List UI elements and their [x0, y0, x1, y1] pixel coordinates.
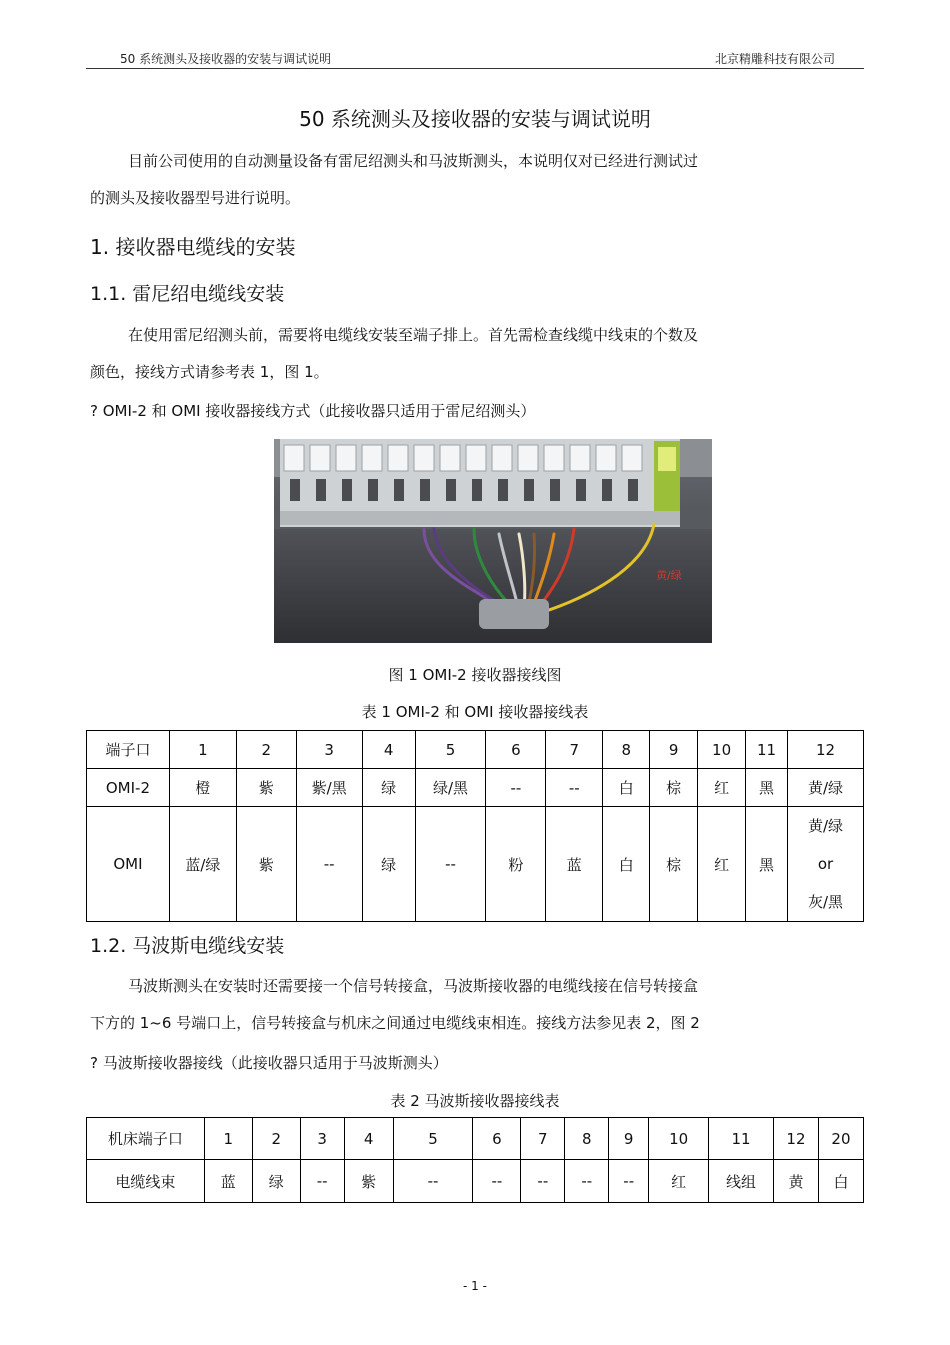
table-cell: 红 — [698, 769, 746, 807]
table-cell: 蓝 — [546, 807, 603, 922]
table-cell: 端子口 — [87, 731, 170, 769]
section-1-2-line-1: 马波斯测头在安装时还需要接一个信号转接盒，马波斯接收器的电缆线接在信号转接盒 — [128, 977, 699, 995]
table-cell: 3 — [300, 1118, 344, 1160]
table-cell: 9 — [609, 1118, 649, 1160]
table-cell: 6 — [486, 731, 546, 769]
table-cell: 紫/黑 — [296, 769, 362, 807]
table-cell: -- — [521, 1160, 565, 1203]
table-cell: 机床端子口 — [87, 1118, 205, 1160]
table-cell: 黑 — [746, 769, 788, 807]
table-cell: 10 — [698, 731, 746, 769]
section-1-1-heading: 1.1. 雷尼绍电缆线安装 — [90, 283, 285, 305]
table-cell: 绿 — [252, 1160, 300, 1203]
table-cell: 白 — [603, 807, 650, 922]
table-cell: 1 — [169, 731, 236, 769]
table-cell: 9 — [650, 731, 698, 769]
section-1-1-line-2: 颜色，接线方式请参考表 1，图 1。 — [90, 363, 329, 381]
table-row — [87, 769, 864, 807]
table-cell: 7 — [546, 731, 603, 769]
section-1-1-line-1: 在使用雷尼绍测头前，需要将电缆线安装至端子排上。首先需检查线缆中线束的个数及 — [128, 326, 699, 344]
table-cell: -- — [300, 1160, 344, 1203]
section-1-heading: 1. 接收器电缆线的安装 — [90, 235, 296, 259]
table-cell: 棕 — [650, 769, 698, 807]
section-1-2-heading: 1.2. 马波斯电缆线安装 — [90, 935, 285, 957]
table-cell: 5 — [415, 731, 486, 769]
table-cell: -- — [473, 1160, 521, 1203]
table-cell: 3 — [296, 731, 362, 769]
table-cell: 1 — [204, 1118, 252, 1160]
table-cell: 橙 — [169, 769, 236, 807]
marposs-bullet: ? 马波斯接收器接线（此接收器只适用于马波斯测头） — [90, 1054, 448, 1072]
table-2-header-row — [87, 1118, 864, 1160]
table-row — [87, 1160, 864, 1203]
omi2-wiring-photo — [274, 439, 712, 643]
table-cell: -- — [393, 1160, 473, 1203]
table-cell: 红 — [649, 1160, 709, 1203]
table-cell: -- — [609, 1160, 649, 1203]
table-1-caption: 表 1 OMI-2 和 OMI 接收器接线表 — [361, 703, 589, 721]
section-1-1-paragraph — [90, 317, 830, 391]
table-cell: 黄/绿 — [788, 769, 864, 807]
table-cell: 7 — [521, 1118, 565, 1160]
table-cell: 蓝/绿 — [169, 807, 236, 922]
table-cell: -- — [486, 769, 546, 807]
table-cell: 4 — [344, 1118, 393, 1160]
table-1 — [86, 730, 864, 922]
table-cell: 11 — [746, 731, 788, 769]
table-2 — [86, 1117, 864, 1203]
table-cell: 8 — [565, 1118, 609, 1160]
table-cell: 红 — [698, 807, 746, 922]
omi-12-line-2: or — [817, 855, 834, 873]
omi-12-line-3: 灰/黑 — [807, 893, 844, 911]
table-cell: 白 — [603, 769, 650, 807]
table-cell: 6 — [473, 1118, 521, 1160]
table-1-header-row — [87, 731, 864, 769]
header-rule — [86, 68, 864, 69]
table-cell: 紫 — [344, 1160, 393, 1203]
table-cell: 粉 — [486, 807, 546, 922]
table-cell: 10 — [649, 1118, 709, 1160]
table-cell: 2 — [236, 731, 296, 769]
table-cell: OMI-2 — [87, 769, 170, 807]
figure-1-caption: 图 1 OMI-2 接收器接线图 — [388, 666, 562, 684]
table-cell: 20 — [818, 1118, 863, 1160]
omi-bullet: ? OMI-2 和 OMI 接收器接线方式（此接收器只适用于雷尼绍测头） — [90, 402, 536, 420]
table-row — [87, 807, 864, 922]
table-cell: 绿/黑 — [415, 769, 486, 807]
table-cell: 紫 — [236, 807, 296, 922]
table-cell: 8 — [603, 731, 650, 769]
table-cell: 12 — [774, 1118, 819, 1160]
table-cell: -- — [565, 1160, 609, 1203]
table-cell: -- — [415, 807, 486, 922]
section-1-2-paragraph — [90, 968, 860, 1042]
table-cell: 绿 — [362, 807, 415, 922]
table-cell: 蓝 — [204, 1160, 252, 1203]
header-left: 50 系统测头及接收器的安装与调试说明 — [120, 52, 332, 66]
header-right: 北京精雕科技有限公司 — [715, 52, 836, 66]
table-cell-omi-12 — [788, 807, 864, 922]
table-cell: 5 — [393, 1118, 473, 1160]
table-2-caption: 表 2 马波斯接收器接线表 — [390, 1092, 560, 1110]
page-title: 50 系统测头及接收器的安装与调试说明 — [299, 107, 651, 131]
table-cell: -- — [296, 807, 362, 922]
table-cell: 12 — [788, 731, 864, 769]
table-cell: 4 — [362, 731, 415, 769]
table-cell: 绿 — [362, 769, 415, 807]
table-cell: 电缆线束 — [87, 1160, 205, 1203]
table-cell: 11 — [709, 1118, 774, 1160]
intro-line-1: 目前公司使用的自动测量设备有雷尼绍测头和马波斯测头，本说明仅对已经进行测试过 — [128, 152, 699, 170]
section-1-2-line-2: 下方的 1~6 号端口上，信号转接盒与机床之间通过电缆线束相连。接线方法参见表 2，图 2 — [90, 1014, 700, 1032]
page-number: - 1 - — [463, 1279, 487, 1293]
intro-line-2: 的测头及接收器型号进行说明。 — [90, 189, 301, 207]
table-cell: 紫 — [236, 769, 296, 807]
table-cell: 黄 — [774, 1160, 819, 1203]
table-cell: 2 — [252, 1118, 300, 1160]
table-cell: 棕 — [650, 807, 698, 922]
photo-label: 黄/绿 — [656, 569, 682, 582]
intro-paragraph — [90, 143, 830, 217]
omi-12-line-1: 黄/绿 — [807, 817, 844, 835]
table-cell: 白 — [818, 1160, 863, 1203]
table-cell: -- — [546, 769, 603, 807]
table-cell: OMI — [87, 807, 170, 922]
table-cell: 黑 — [746, 807, 788, 922]
table-cell: 线组 — [709, 1160, 774, 1203]
